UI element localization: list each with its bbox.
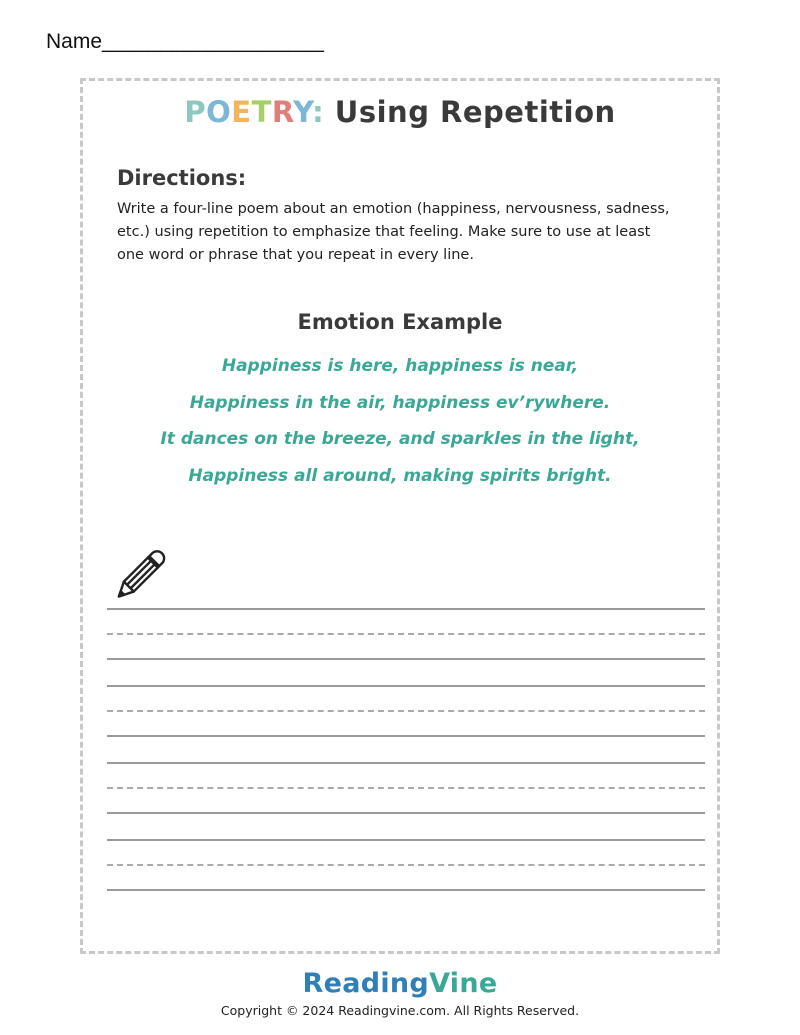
copyright-text: Copyright © 2024 Readingvine.com. All Rights Reserved. bbox=[220, 1003, 580, 1018]
name-field[interactable] bbox=[46, 30, 324, 54]
example-poem bbox=[0, 352, 800, 498]
title-letter: E bbox=[231, 95, 252, 129]
title-letter: Y bbox=[293, 95, 313, 129]
title-colon: : bbox=[312, 95, 325, 129]
name-label: Name bbox=[46, 30, 103, 53]
directions-text: Write a four-line poem about an emotion (happiness, nervousness, sadness, etc.) using repetition to emphasize that feeling. Make sure to use at least one word or phrase that you repeat in every line. bbox=[117, 201, 670, 263]
title-letter: R bbox=[271, 95, 294, 129]
pencil-icon bbox=[102, 540, 174, 612]
title-letter: T bbox=[251, 95, 272, 129]
poem-line: Happiness in the air, happiness ev’rywhere. bbox=[189, 392, 611, 413]
logo-part-reading: Reading bbox=[302, 968, 430, 999]
logo-part-vine: Vine bbox=[429, 968, 498, 999]
readingvine-logo[interactable] bbox=[0, 968, 800, 999]
directions-heading: Directions: bbox=[117, 166, 247, 190]
example-heading: Emotion Example bbox=[297, 310, 503, 334]
writing-line[interactable] bbox=[107, 889, 705, 891]
worksheet-title bbox=[0, 95, 800, 129]
poem-line: It dances on the breeze, and sparkles in the light, bbox=[160, 429, 640, 449]
poem-line: Happiness is here, happiness is near, bbox=[221, 356, 579, 376]
title-letter: P bbox=[184, 95, 207, 129]
writing-lines[interactable] bbox=[107, 608, 705, 891]
title-rest: Using Repetition bbox=[324, 95, 616, 129]
title-letter: O bbox=[206, 95, 232, 129]
poem-line: Happiness all around, making spirits bright. bbox=[188, 465, 612, 486]
name-blank-line[interactable]: ___________________ bbox=[102, 30, 324, 53]
